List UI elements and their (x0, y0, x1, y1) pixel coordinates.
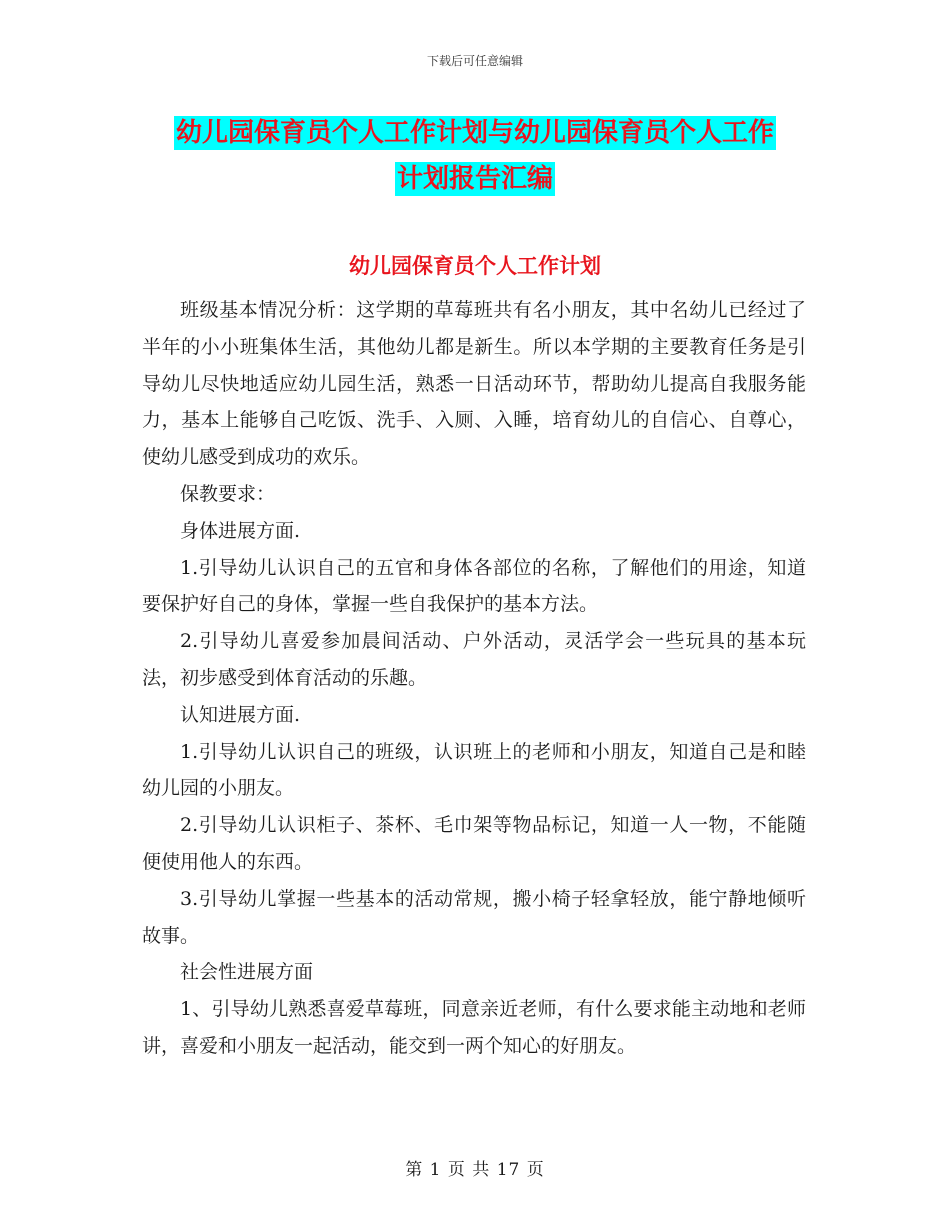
document-title-line-2 (145, 158, 805, 195)
document-title-text-1: 幼儿园保育员个人工作计划与幼儿园保育员个人工作 (175, 118, 774, 148)
paragraph: 社会性进展方面 (180, 961, 314, 984)
paragraph: 班级基本情况分析：这学期的草莓班共有名小朋友，其中名幼儿已经过了半年的小小班集体生活，其他幼儿都是新生。所以本学期的主要教育任务是引导幼儿尽快地适应幼儿园生活，熟悉一日活动环节，帮助幼儿提高自我服务能力，基本上能够自己吃饭、洗手、入厕、入睡，培育幼儿的自信心、自尊心，使幼儿感受到成功的欢乐。 (142, 299, 806, 469)
paragraph: 认知进展方面. (180, 703, 301, 726)
paragraph: 1.引导幼儿认识自己的五官和身体各部位的名称，了解他们的用途，知道要保护好自己的身体，掌握一些自我保护的基本方法。 (142, 556, 806, 616)
page-footer: 第 1 页 共 17 页 (405, 1160, 545, 1180)
document-title-line-1 (145, 112, 805, 149)
header-note: 下载后可任意编辑 (426, 54, 523, 68)
document-title-text-2: 计划报告汇编 (396, 164, 553, 194)
paragraph: 3.引导幼儿掌握一些基本的活动常规，搬小椅子轻拿轻放，能宁静地倾听故事。 (142, 887, 806, 947)
section-title: 幼儿园保育员个人工作计划 (349, 254, 601, 278)
paragraph: 保教要求： (180, 482, 276, 505)
paragraph: 1、引导幼儿熟悉喜爱草莓班，同意亲近老师，有什么要求能主动地和老师讲，喜爱和小朋友一起活动，能交到一两个知心的好朋友。 (142, 998, 806, 1057)
paragraph: 身体进展方面. (180, 519, 301, 542)
paragraph: 2.引导幼儿认识柜子、茶杯、毛巾架等物品标记，知道一人一物，不能随便使用他人的东西。 (142, 814, 806, 873)
body-text (142, 292, 806, 1065)
paragraph: 2.引导幼儿喜爱参加晨间活动、户外活动，灵活学会一些玩具的基本玩法，初步感受到体育活动的乐趣。 (142, 630, 806, 689)
paragraph: 1.引导幼儿认识自己的班级，认识班上的老师和小朋友，知道自己是和睦幼儿园的小朋友。 (142, 740, 806, 800)
